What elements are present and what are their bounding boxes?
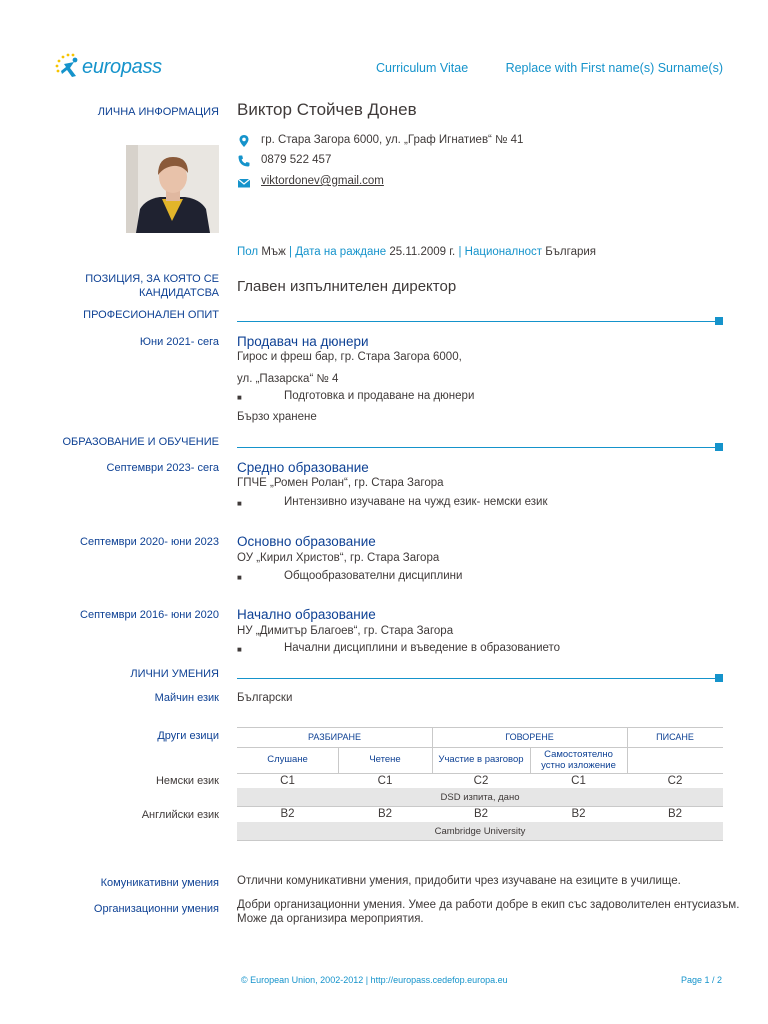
table-cell: B2 — [473, 808, 489, 820]
education-org: ОУ „Кирил Христов“, гр. Стара Загора — [237, 552, 440, 564]
nationality-label: Националност — [464, 246, 542, 258]
table-sub-header: Участие в разговор — [438, 754, 524, 766]
personal-meta — [237, 246, 596, 258]
table-sub-header: Самостоятелно устно изложение — [541, 748, 616, 771]
personal-info-label: ЛИЧНА ИНФОРМАЦИЯ — [97, 106, 219, 118]
location-pin-icon — [237, 134, 251, 148]
language-table — [237, 727, 723, 841]
experience-employer-address: ул. „Пазарска“ № 4 — [237, 373, 339, 385]
dob-label: Дата на раждане — [295, 246, 387, 258]
sex-label: Пол — [237, 246, 259, 258]
organisational-value-cont: Може да организира мероприятия. — [237, 913, 424, 925]
table-group-header: ГОВОРЕНЕ — [505, 732, 554, 742]
communication-value: Отлични комуникативни умения, придобити чрез изучаване на езиците в училище. — [237, 875, 681, 887]
email-icon — [237, 176, 251, 190]
position-value: Главен изпълнителен директор — [237, 278, 457, 295]
table-cell: B2 — [571, 808, 586, 820]
experience-sector: Бързо хранене — [237, 411, 317, 423]
table-cell: C1 — [377, 774, 393, 787]
email-link[interactable]: viktordonev@gmail.com — [261, 175, 384, 187]
communication-label: Комуникативни умения — [100, 877, 219, 889]
position-label: ПОЗИЦИЯ, ЗА КОЯТО СЕ КАНДИДАТСВА — [85, 273, 219, 300]
experience-label: ПРОФЕСИОНАЛЕН ОПИТ — [83, 309, 219, 321]
experience-dates: Юни 2021- сега — [139, 336, 219, 348]
europass-logo — [54, 52, 164, 82]
section-divider — [237, 447, 723, 448]
education-title: Основно образование — [237, 534, 376, 549]
table-sub-header: Четене — [369, 754, 401, 766]
table-cell: B2 — [377, 808, 393, 820]
page-number: Page 1 / 2 — [680, 975, 722, 985]
education-bullet: Общообразователни дисциплини — [284, 570, 463, 582]
education-org: ГПЧЕ „Ромен Ролан“, гр. Стара Загора — [237, 477, 444, 489]
phone-number: 0879 522 457 — [261, 154, 332, 166]
profile-photo — [126, 145, 219, 233]
language-name: Немски език — [155, 775, 219, 787]
experience-title: Продавач на дюнери — [237, 334, 369, 349]
mother-tongue-value: Български — [237, 692, 293, 704]
skills-label: ЛИЧНИ УМЕНИЯ — [130, 668, 219, 680]
experience-employer: Гирос и фреш бар, гр. Стара Загора 6000, — [237, 351, 462, 363]
education-org: НУ „Димитър Благоев“, гр. Стара Загора — [237, 625, 454, 637]
education-label: ОБРАЗОВАНИЕ И ОБУЧЕНИЕ — [62, 436, 219, 448]
education-dates: Септември 2023- сега — [106, 462, 219, 474]
bullet-icon: ■ — [237, 645, 242, 654]
separator: | — [289, 246, 292, 258]
dob-value: 25.11.2009 г. — [389, 246, 456, 258]
europass-logo-text: europass — [82, 56, 162, 78]
section-divider — [237, 678, 723, 679]
education-dates: Септември 2016- юни 2020 — [80, 609, 219, 621]
table-cell: C2 — [667, 774, 683, 787]
table-group-header: ПИСАНЕ — [656, 732, 694, 742]
education-bullet: Начални дисциплини и въведение в образованието — [284, 642, 561, 654]
table-cell: C2 — [473, 774, 489, 787]
language-name: Английски език — [141, 809, 219, 821]
bullet-icon: ■ — [237, 499, 242, 508]
bullet-icon: ■ — [237, 573, 242, 582]
doc-title: Curriculum Vitae — [376, 61, 469, 75]
bullet-icon: ■ — [237, 393, 242, 402]
education-title: Средно образование — [237, 460, 369, 475]
organisational-label: Организационни умения — [93, 903, 219, 915]
address: гр. Стара Загора 6000, ул. „Граф Игнатиев“ № 41 — [261, 134, 524, 146]
section-divider — [237, 321, 723, 322]
organisational-value: Добри организационни умения. Умее да работи добре в екип със задоволителен ентусиазъм. — [237, 899, 740, 911]
table-group-header: РАЗБИРАНЕ — [307, 732, 362, 742]
table-certificate: DSD изпита, дано — [237, 788, 723, 806]
table-cell: B2 — [667, 808, 683, 820]
table-cell: C1 — [571, 774, 586, 787]
other-languages-label: Други езици — [157, 730, 219, 742]
education-bullet: Интензивно изучаване на чужд език- немски език — [284, 496, 548, 508]
experience-bullet: Подготовка и продаване на дюнери — [284, 390, 475, 402]
table-cell: B2 — [280, 808, 295, 820]
education-dates: Септември 2020- юни 2023 — [80, 536, 219, 548]
separator: | — [458, 246, 462, 258]
mother-tongue-label: Майчин език — [154, 692, 219, 704]
nationality-value: България — [545, 246, 597, 258]
table-cell: C1 — [280, 774, 295, 787]
sex-value: Мъж — [261, 246, 286, 258]
table-sub-header: Слушане — [267, 754, 308, 766]
full-name: Виктор Стойчев Донев — [237, 100, 417, 119]
header-name: Replace with First name(s) Surname(s) — [505, 61, 723, 75]
phone-icon — [237, 154, 251, 168]
education-title: Начално образование — [237, 607, 376, 622]
footer-copyright: © European Union, 2002-2012 | http://europass.cedefop.europa.eu — [241, 975, 508, 985]
table-certificate: Cambridge University — [237, 822, 723, 840]
